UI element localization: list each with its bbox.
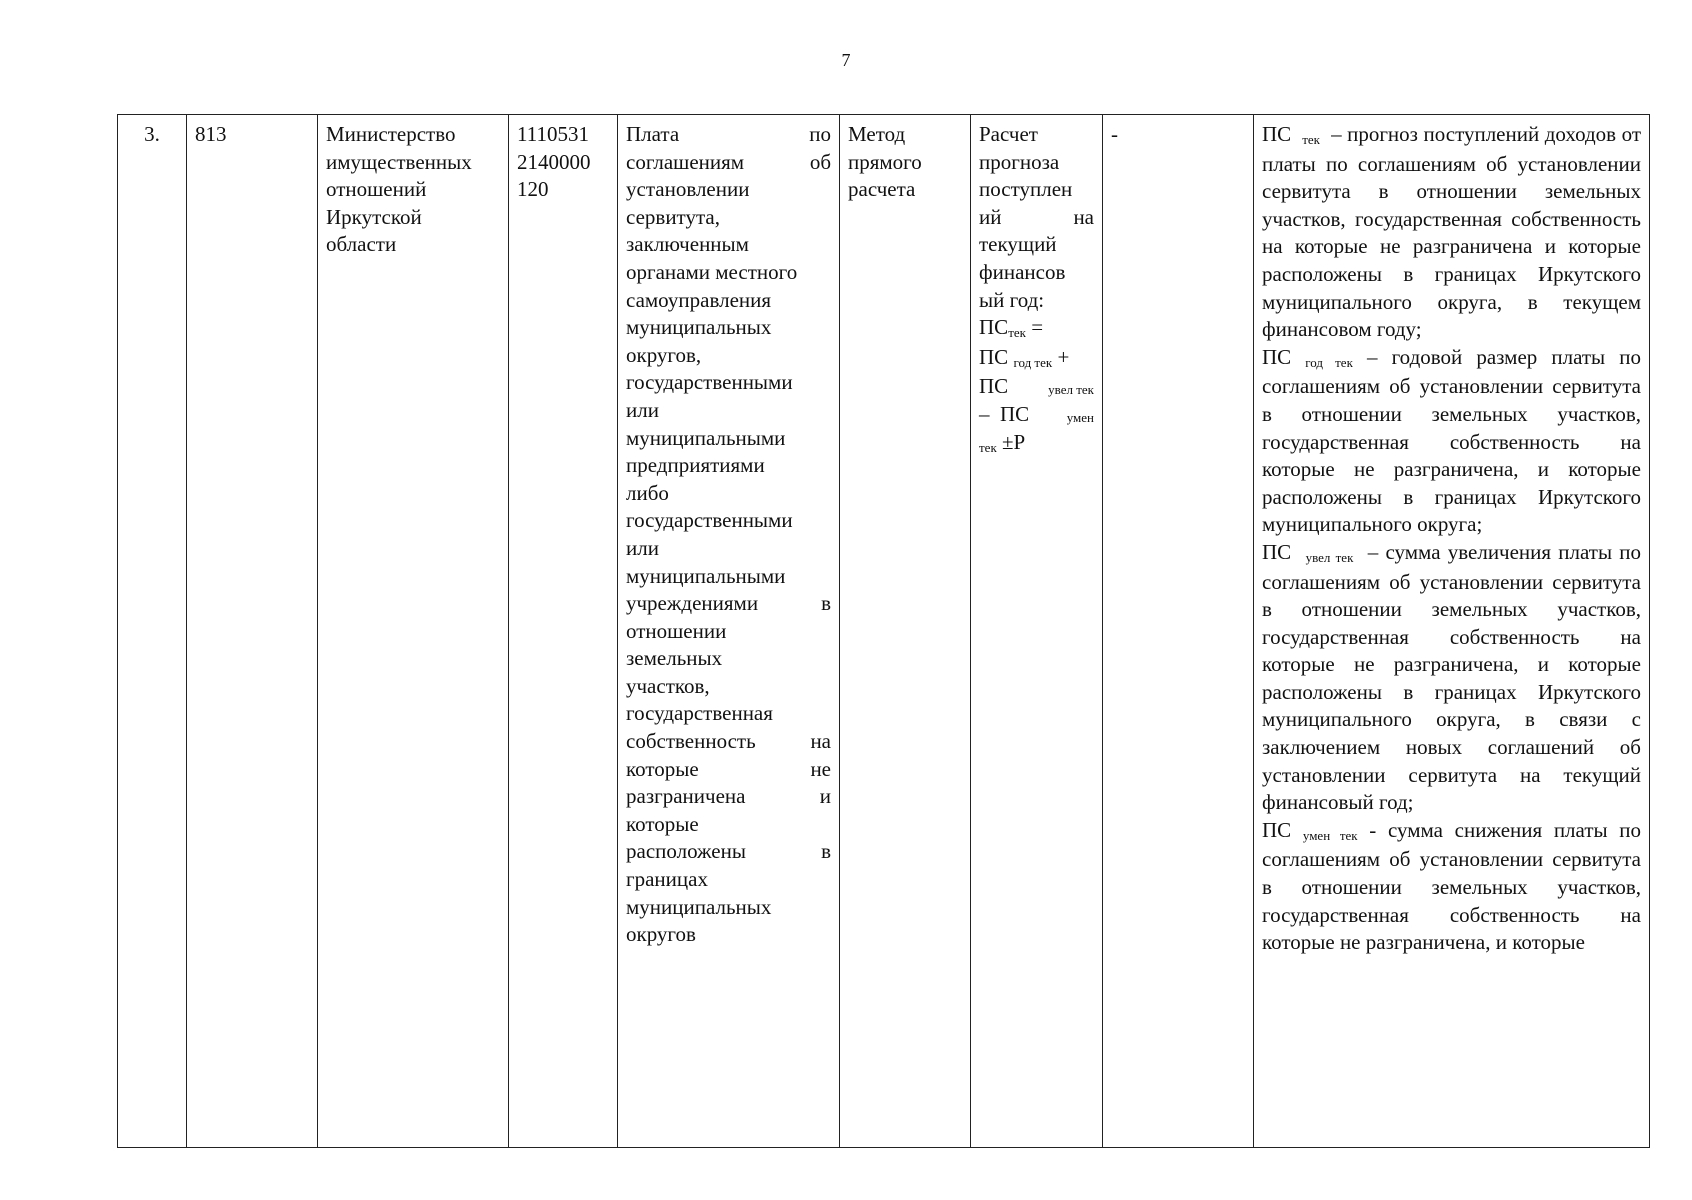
admin-name-line: области — [326, 232, 397, 257]
kbk-code — [509, 115, 618, 1148]
income-name-line: заключенным — [626, 232, 749, 257]
formula-intro-line: Расчет — [979, 122, 1038, 146]
income-name-line: округов — [626, 922, 696, 947]
formula-intro-line: финансов — [979, 259, 1066, 284]
dash-cell: - — [1103, 115, 1254, 1148]
formula-intro-line: ий на — [979, 204, 1094, 229]
income-name-line: Плата по — [626, 122, 831, 146]
income-name-line: отношении — [626, 618, 727, 643]
admin-name-line: отношений — [326, 177, 427, 202]
income-name-text — [626, 121, 831, 949]
income-name-line: округов, — [626, 342, 702, 367]
income-name-line: разграничена и — [626, 784, 831, 809]
income-name-line: предприятиями — [626, 453, 765, 478]
note-paragraph: ПС $_{тек}$ – прогноз поступлений доходов от платы по соглашениям об установлении сервитута в отношении земельных участков, государственная собственность на которые не разграничена и которые расположены в границах Иркутского муниципального округа, в текущем финансовом году; — [1262, 122, 1642, 342]
kbk-line: 120 — [517, 177, 549, 202]
income-name-line: самоуправления — [626, 287, 772, 312]
admin-code: 813 — [187, 115, 318, 1148]
income-name-line: органами местного — [626, 259, 798, 284]
income-name-line: государственными — [626, 508, 793, 533]
income-name-line: муниципальных — [626, 894, 772, 919]
row-number: 3. — [118, 115, 187, 1148]
income-name-line: установлении — [626, 177, 750, 202]
formula-intro — [979, 121, 1094, 314]
kbk-line: 2140000 — [517, 149, 591, 174]
calc-method — [840, 115, 971, 1148]
formula-line-3: ПС $_{увел тек}$ — [979, 374, 1094, 399]
method-line: прямого — [848, 149, 922, 174]
page-number: 7 — [841, 50, 851, 70]
kbk-line: 1110531 — [517, 122, 589, 146]
admin-name — [318, 115, 509, 1148]
income-name-line: которые не — [626, 756, 831, 781]
formula-intro-line: прогноза — [979, 149, 1060, 174]
income-name-line: сервитута, — [626, 204, 720, 229]
note-paragraph: ПС $_{умен тек}$ - сумма снижения платы по соглашениям об установлении сервитута в отношении земельных участков, государственная собственность на которые не разграничена, и которые — [1262, 817, 1642, 955]
formula-line-4: – ПС $_{умен}$ — [979, 401, 1094, 426]
income-name-line: расположены в — [626, 839, 831, 864]
income-name-line: учреждениями в — [626, 591, 831, 616]
formula-intro-line: текущий — [979, 232, 1057, 257]
calc-formula — [971, 115, 1103, 1148]
method-line: Метод — [848, 122, 906, 146]
income-name-line: участков, — [626, 673, 710, 698]
income-name-line: государственная — [626, 701, 773, 726]
income-name-line: муниципальными — [626, 425, 786, 450]
income-name-line: либо — [626, 480, 669, 505]
method-line: расчета — [848, 177, 916, 202]
note-paragraph: ПС $_{год тек}$ – годовой размер платы по соглашениям об установлении сервитута в отношении земельных участков, государственная собственность на которые не разграничена, и которые расположены в границах Иркутского муниципального округа; — [1262, 344, 1641, 537]
formula-intro-line: ый год: — [979, 287, 1045, 312]
income-name-line: муниципальными — [626, 563, 786, 588]
forecast-table — [117, 114, 1650, 1148]
income-name — [618, 115, 840, 1148]
note-paragraph: ПС $_{увел тек}$ – сумма увеличения платы по соглашениям об установлении сервитута в отношении земельных участков, государственная собственность на которые не разграничена, и которые расположены в границах Иркутского муниципального округа, в связи с заключением новых соглашений об установлении сервитута на текущий финансовый год; — [1262, 539, 1641, 815]
income-name-line: границах — [626, 867, 708, 892]
income-name-line: муниципальных — [626, 315, 772, 340]
income-name-line: государственными — [626, 370, 793, 395]
income-name-line: или — [626, 535, 659, 560]
income-name-line: земельных — [626, 646, 723, 671]
formula-line-2: ПС $_{год тек}$ + — [979, 344, 1070, 370]
formula-line-1: $ПС_{тек}$ = — [979, 315, 1044, 341]
table-row — [118, 115, 1650, 1148]
income-name-line: собственность на — [626, 729, 831, 754]
notes-cell — [1254, 115, 1650, 1148]
income-name-line: соглашениям об — [626, 149, 831, 174]
income-name-line: которые — [626, 811, 699, 836]
admin-name-line: Министерство — [326, 122, 456, 146]
income-name-line: или — [626, 397, 659, 422]
admin-name-line: Иркутской — [326, 204, 422, 229]
admin-name-line: имущественных — [326, 149, 472, 174]
formula-line-5: $_{тек}$ ±Р — [979, 429, 1026, 455]
formula-intro-line: поступлен — [979, 177, 1073, 202]
